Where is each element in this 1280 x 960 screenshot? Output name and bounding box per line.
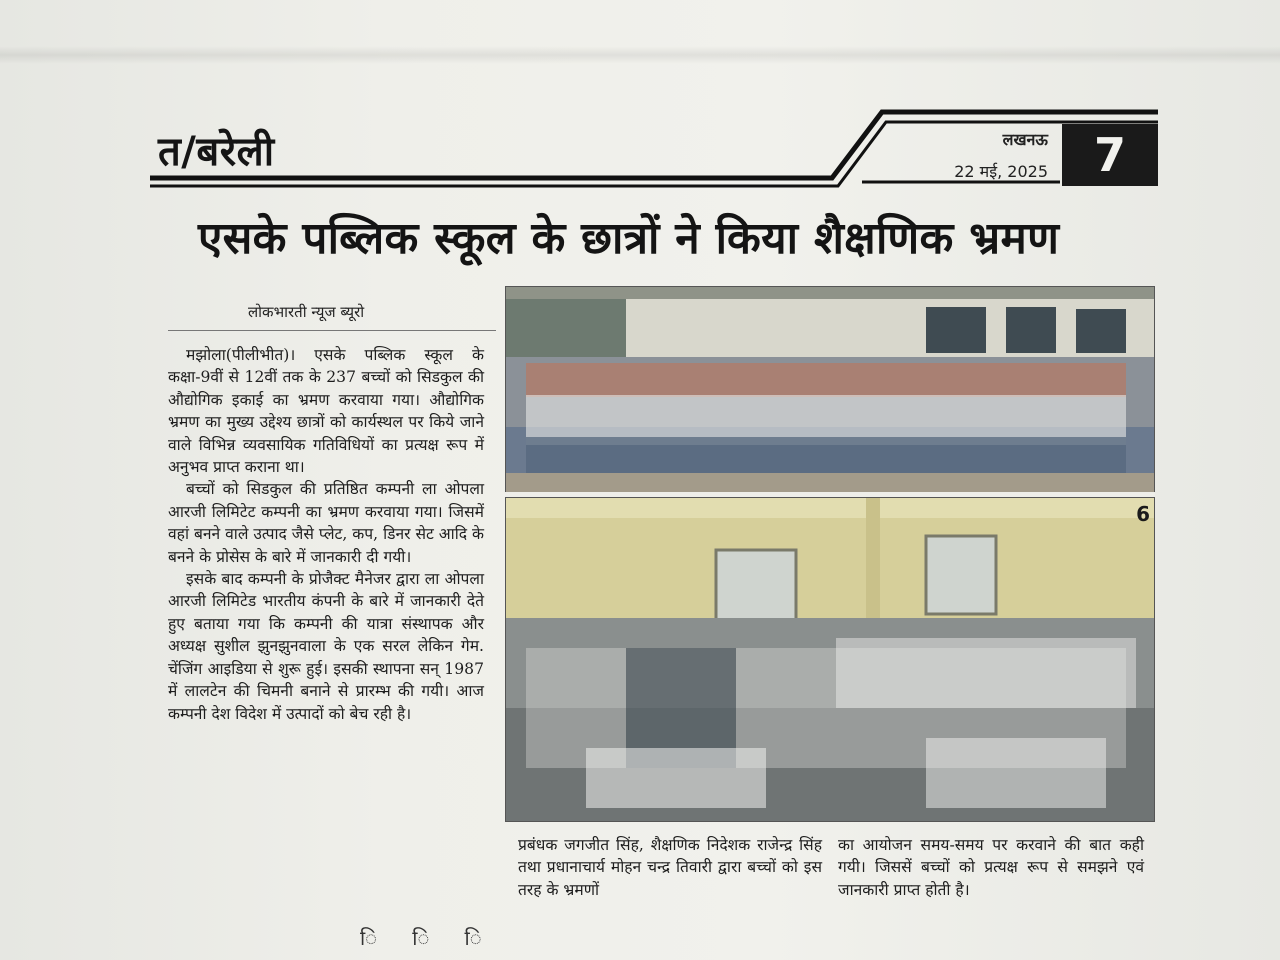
paragraph-1: मझोला(पीलीभीत)। एसके पब्लिक स्कूल के कक्षा-9वीं से 12वीं तक के 237 बच्चों को सिडकुल की औद्योगिक इकाई का भ्रमण करवाया गया। औद्योगिक भ्रमण का मुख्य उद्देश्य छात्रों को कार्यस्थल पर किये जाने वाले विभिन्न व्यवसायिक गतिविधियों का प्रत्यक्ष रूप में अनुभव प्राप्त कराना था।: [168, 346, 484, 477]
group-photo-image: [506, 287, 1154, 493]
cafeteria-photo-image: [506, 498, 1154, 821]
byline-divider: [168, 330, 496, 331]
group-photo: [505, 286, 1155, 494]
edition-date: 22 मई, 2025: [954, 162, 1048, 181]
page-number-badge: 7: [1062, 124, 1158, 186]
photo-corner-mark: 6: [1136, 502, 1150, 526]
paragraph-3: इसके बाद कम्पनी के प्रोजैक्ट मैनेजर द्वारा ला ओपला आरजी लिमिटेड भारतीय कंपनी के बारे में जानकारी देते हुए बताया गया कि कम्पनी की यात्रा संस्थापक और अध्यक्ष सुशील झुनझुनवाला के एक सरल लेकिन गेम. चेंजिंग आइडिया से शुरू हुई। इसकी स्थापना सन् 1987 में लालटेन की चिमनी बनाने से प्रारम्भ की गयी। आज कम्पनी देश विदेश में उत्पादों को बेच रही है।: [168, 570, 484, 723]
article-column-1: [168, 344, 484, 725]
byline: लोकभारती न्यूज ब्यूरो: [248, 303, 365, 321]
section-title: त/बरेली: [158, 129, 275, 175]
paragraph-2: बच्चों को सिडकुल की प्रतिष्ठित कम्पनी ला ओपला आरजी लिमिटेट कम्पनी का भ्रमण करवाया गया। जिसमें वहां बनने वाले उत्पाद जैसे प्लेट, कप, डिनर सेट आदि के बनने के प्रोसेस के बारे में जानकारी दी गयी।: [168, 480, 484, 566]
article-column-3-bottom: का आयोजन समय-समय पर करवाने की बात कही गयी। जिससें बच्चों को प्रत्यक्ष रूप से समझने एवं जानकारी प्राप्त होती है।: [838, 836, 1144, 899]
cafeteria-photo: [505, 497, 1155, 822]
edition-city: लखनऊ: [1002, 130, 1048, 149]
next-article-headline-fragment: ि ि ि: [360, 926, 512, 948]
article-headline: एसके पब्लिक स्कूल के छात्रों ने किया शैक्षणिक भ्रमण: [198, 213, 1060, 264]
article-column-2-bottom: प्रबंधक जगजीत सिंह, शैक्षणिक निदेशक राजेन्द्र सिंह तथा प्रधानाचार्य मोहन चन्द्र तिवारी द्वारा बच्चों को इस तरह के भ्रमणों: [518, 836, 822, 899]
